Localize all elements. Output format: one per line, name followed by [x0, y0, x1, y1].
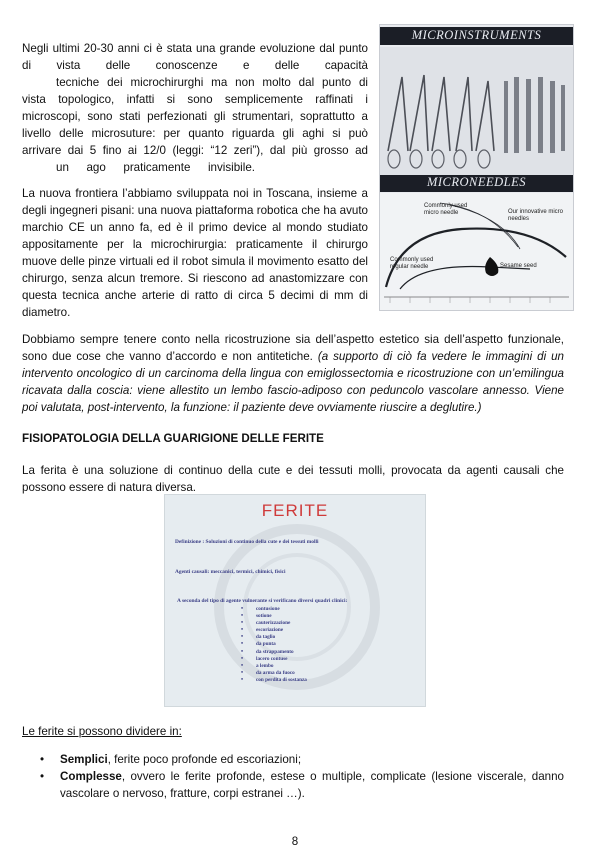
- reconstruction-note: (a supporto di ciò fa vedere le immagini di un intervento oncologico di un carcinoma della lingua con emiglossectomia e ricostruzione con un’emilingua ricavata dalla coscia: viene allestito un lembo fascio-adiposo con peduncolo vascolare annesso. Viene poi valutata, post-intervento, la funzione: il paziente deve ovviamente riuscire a deglutire.): [22, 350, 564, 414]
- text-line: arrivare dai 5 fino ai 12/0 (leggi: “12 zeri”), dal più grosso ad: [22, 144, 368, 157]
- slide-list-item: • da punta: [241, 641, 307, 648]
- wound-definition-paragraph: La ferita è una soluzione di continuo della cute e dei tessuti molli, provocata da agenti causali che possono essere di natura diversa.: [22, 464, 564, 494]
- list-item-term: Complesse: [60, 770, 122, 783]
- figure-caption: MICRONEEDLES: [426, 175, 527, 189]
- ferite-slide: [164, 494, 426, 707]
- reconstruction-paragraph: [22, 331, 564, 416]
- figure-label: Commonly used micro needle: [424, 203, 468, 216]
- slide-list-item: • escoriazione: [241, 627, 307, 634]
- slide-list-item: • sotione: [241, 613, 307, 620]
- figure-caption: MICROINSTRUMENTS: [411, 28, 542, 42]
- slide-list-item: • a lembo: [241, 663, 307, 670]
- slide-agents: Agenti causali: meccanici, termici, chimici, fisici: [175, 569, 286, 575]
- slide-list: [241, 606, 307, 684]
- slide-title: FERITE: [261, 501, 329, 520]
- figure-label: Sesame seed: [500, 263, 537, 269]
- text-line: un ago praticamente invisibile.: [56, 161, 255, 174]
- bullet-icon: •: [40, 770, 45, 783]
- text-line: livello delle microsuture: per quanto riguarda gli aghi si può: [22, 127, 368, 140]
- slide-list-item: • da taglio: [241, 634, 307, 641]
- intro-paragraph: [22, 40, 368, 176]
- figure-label: Commonly used regular needle: [390, 257, 434, 270]
- slide-list-item: • contusione: [241, 606, 307, 613]
- microinstruments-figure: [379, 24, 574, 311]
- slide-list-item: • da strappamento: [241, 649, 307, 656]
- slide-intro: A seconda del tipo di agente vulnerante si verificano diversi quadri clinici:: [177, 598, 348, 604]
- slide-list-item: • da arma da fuoco: [241, 670, 307, 677]
- text-line: vista topologico, infatti si sono semplicemente raffinati i: [22, 93, 368, 106]
- section-heading: FISIOPATOLOGIA DELLA GUARIGIONE DELLE FERITE: [22, 432, 324, 445]
- bullet-icon: •: [40, 753, 45, 766]
- slide-list-item: • con perdita di sostanza: [241, 677, 307, 684]
- text-line: tecniche dei microchirurghi ma non molto dal punto di: [56, 76, 368, 89]
- text-line: Negli ultimi 20-30 anni ci è stata una grande evoluzione dal punto: [22, 42, 368, 55]
- reconstruction-text: Dobbiamo sempre tenere conto nella ricostruzione sia dell’aspetto estetico sia dell’aspetto funzionale, sono due cose che vanno d’accordo e non antitetiche.: [22, 333, 564, 363]
- robot-paragraph: La nuova frontiera l’abbiamo sviluppata noi in Toscana, insieme a degli ingegneri pisani: una nuova piattaforma robotica che ha avuto marchio CE un anno fa, ed è il primo device al mondo studiato appositamente per la microchirurgia: praticamente il chirurgo muove delle pinze virtuali ed il robot simula il movimento esatto del chirurgo, senza alcun tremore. Si riescono ad anastomizzare con questa tecnica anche arterie di ratto di circa 5 decimi di mm di diametro.: [22, 187, 368, 319]
- list-item-text: , ferite poco profonde ed escoriazioni;: [107, 753, 302, 766]
- slide-list-item: • lacero contuse: [241, 656, 307, 663]
- slide-list-item: • cauterizzazione: [241, 620, 307, 627]
- text-line: di vista delle conoscenze e delle capacità: [22, 59, 368, 72]
- list-heading: Le ferite si possono dividere in:: [22, 725, 182, 738]
- microinstruments-illustration: [380, 47, 573, 189]
- figure-label: Our innovative micro needles: [508, 209, 564, 222]
- list-item-term: Semplici: [60, 753, 108, 766]
- slide-definition: Definizione : Soluzioni di continuo della cute e dei tessuti molli: [175, 539, 319, 545]
- list-item-text: , ovvero le ferite profonde, estese o multiple, complicate (lesione viscerale, danno vascolare o nervoso, fratture, corpi estranei …).: [60, 770, 564, 800]
- text-line: microscopi, sono stati perfezionati gli strumentari, soprattutto a: [22, 110, 368, 123]
- page-number: 8: [291, 835, 299, 848]
